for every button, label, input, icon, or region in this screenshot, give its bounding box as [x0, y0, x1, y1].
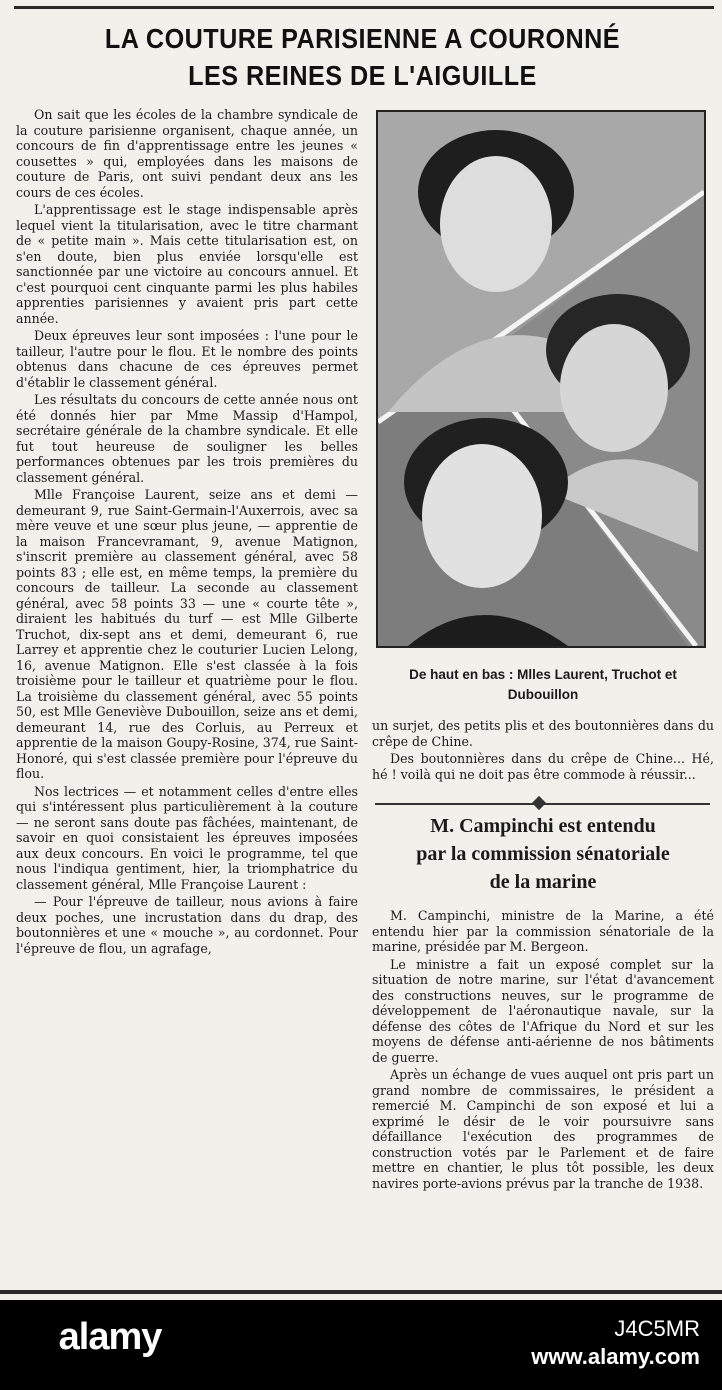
image-id-label: J4C5MR	[614, 1316, 700, 1341]
article-paragraph: — Pour l'épreuve de tailleur, nous avions à faire deux poches, une incrustation dans du drap, des boutonnières et une « mouche », au cordonnet. Pour l'épreuve de flou, un agrafage,	[16, 894, 358, 956]
second-headline-line-1: M. Campinchi est entendu	[430, 815, 656, 837]
article-paragraph: M. Campinchi, ministre de la Marine, a été entendu hier par la commission sénatoriale de la marine, présidée par M. Bergeon.	[372, 908, 714, 954]
portrait-photo-collage	[376, 110, 706, 648]
main-headline	[45, 20, 680, 94]
article-paragraph: Des boutonnières dans du crêpe de Chine... Hé, hé ! voilà qui ne doit pas être commode à réussir...	[372, 751, 714, 782]
article-paragraph: On sait que les écoles de la chambre syndicale de la couture parisienne organisent, chaque année, un concours de fin d'apprentissage entre les jeunes « cousettes » qui, employées dans les maisons de couture de Paris, ont suivi pendant deux ans les cours de ces écoles.	[16, 107, 358, 200]
article-paragraph: un surjet, des petits plis et des boutonnières dans du crêpe de Chine.	[372, 718, 714, 749]
article-paragraph: L'apprentissage est le stage indispensable après lequel vient la titularisation, avec le titre charmant de « petite main ». Mais cette titularisation est, on s'en doute, bien plus enviée lorsqu'elle est sanctionnée par une victoire au concours annuel. Et c'est pourquoi cent cinquante parmi les plus habiles apprenties parisiennes y avaient pris part cette année.	[16, 202, 358, 326]
second-headline	[372, 812, 714, 896]
portrait-photo-illustration	[378, 112, 704, 646]
site-url-label: www.alamy.com	[531, 1344, 700, 1369]
article-paragraph: Deux épreuves leur sont imposées : l'une pour le tailleur, l'autre pour le flou. Et le nombre des points obtenus dans chacune de ces épreuves permet d'établir le classement général.	[16, 328, 358, 390]
article-body-continuation	[372, 718, 714, 798]
alamy-logo: alamy	[58, 1316, 162, 1358]
bottom-rule	[0, 1290, 722, 1294]
photo-caption: De haut en bas : Mlles Laurent, Truchot et Dubouillon	[409, 667, 677, 702]
article-body-left-column	[16, 107, 358, 1267]
article-paragraph: Mlle Françoise Laurent, seize ans et demi — demeurant 9, rue Saint-Germain-l'Auxerrois, avec sa mère veuve et une sœur plus jeune, — apprentie de la maison Francevramant, 9, avenue Matignon, s'inscrit première au classement général, avec 58 points 83 ; elle est, en même temps, la première du concours de tailleur. La seconde au classement général, avec 58 points 33 — une « courte tête », diraient les habitués du turf — est Mlle Gilberte Truchot, dix-sept ans et demi, demeurant 6, rue Larrey et apprentie chez le couturier Lucien Lelong, 16, avenue Matignon. Elle s'est classée à la fois troisième pour le tailleur et quatrième pour le flou. La troisième du classement général, avec 55 points 50, est Mlle Geneviève Dubouillon, seize ans et demi, demeurant 14, rue des Corluis, au Perreux et apprentie de la maison Goupy-Rosine, 374, rue Saint-Honoré, qui s'est classée première pour l'épreuve du flou.	[16, 487, 358, 781]
second-headline-line-2: par la commission sénatoriale	[416, 843, 670, 865]
headline-line-2: LES REINES DE L'AIGUILLE	[188, 60, 537, 91]
article-paragraph: Après un échange de vues auquel ont pris part un grand nombre de commissaires, le président a remercié M. Campinchi de son exposé et lui a exprimé le désir de le voir poursuivre sans défaillance l'exécution des programmes de construction votés par le Parlement et de faire mettre en chantier, le plus tôt possible, les deux navires porte-avions prévus par la tranche de 1938.	[372, 1067, 714, 1191]
article-paragraph: Nos lectrices — et notamment celles d'entre elles qui s'intéressent plus particulièrement à la couture — ne seront sans doute pas fâchées, maintenant, de savoir en quoi consistaient les épreuves imposées aux deux concours. En voici le programme, tel que nous l'indiqua gentiment, hier, la triomphatrice du classement général, Mlle Françoise Laurent :	[16, 783, 358, 892]
article-paragraph: Le ministre a fait un exposé complet sur la situation de notre marine, sur l'état d'avancement des constructions neuves, sur le programme de développement de l'aéronautique navale, sur la défense des côtes de l'Afrique du Nord et sur les moyens de défense anti-aérienne de nos bâtiments de guerre.	[372, 956, 714, 1065]
top-rule	[14, 6, 714, 9]
second-headline-line-3: de la marine	[489, 871, 597, 893]
article-paragraph: Les résultats du concours de cette année nous ont été donnés hier par Mme Massip d'Hampol, secrétaire générale de la chambre syndicale. Et elle fut tout heureuse de souligner les belles performances obtenues par les trois premières du classement général.	[16, 392, 358, 485]
second-article-body	[372, 908, 714, 1268]
headline-line-1: LA COUTURE PARISIENNE A COURONNÉ	[104, 23, 621, 54]
